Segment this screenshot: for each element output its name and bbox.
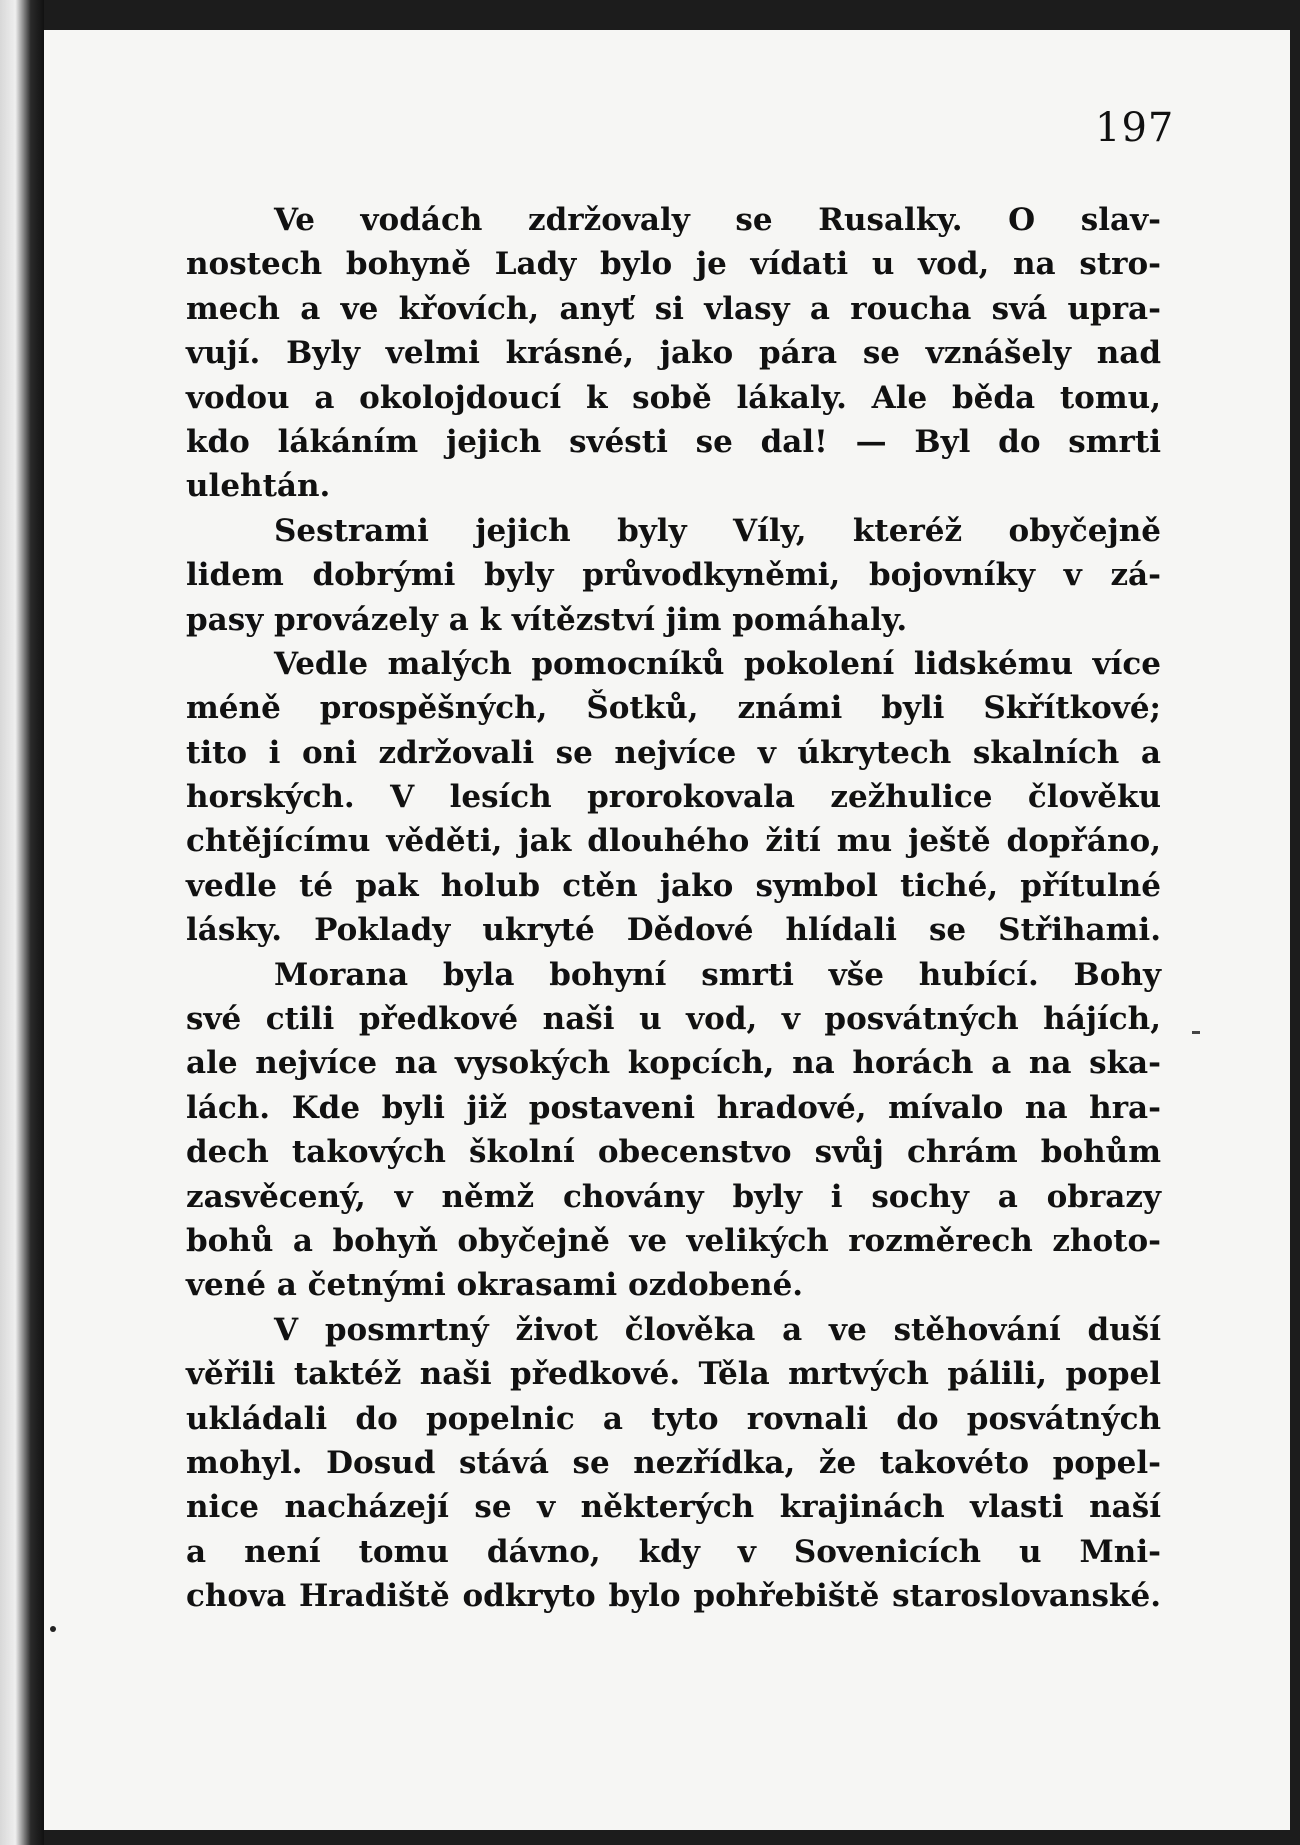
text-line: své ctili předkové naši u vod, v posvátných hájích, <box>186 1001 1161 1038</box>
text-line: nice nacházejí se v některých krajinách vlasti naší <box>186 1489 1161 1526</box>
text-line: horských. V lesích prorokovala zežhulice člověku <box>186 779 1161 816</box>
text-line: chtějícímu věděti, jak dlouhého žití mu ještě dopřáno, <box>186 823 1161 860</box>
text-line: vedle té pak holub ctěn jako symbol tiché, přítulné <box>186 867 1161 904</box>
text-line: lásky. Poklady ukryté Dědové hlídali se Střihami. <box>186 912 1161 949</box>
text-line: vodou a okolojdoucí k sobě lákaly. Ale běda tomu, <box>186 379 1161 416</box>
text-line: lidem dobrými byly průvodkyněmi, bojovníky v zá- <box>186 557 1161 594</box>
text-line: vují. Byly velmi krásné, jako pára se vznášely nad <box>186 335 1161 372</box>
text-line: věřili taktéž naši předkové. Těla mrtvých pálili, popel <box>186 1356 1161 1393</box>
text-line: dech takových školní obecenstvo svůj chrám bohům <box>186 1134 1161 1171</box>
text-line: nostech bohyně Lady bylo je vídati u vod, na stro- <box>186 246 1161 283</box>
text-line: bohů a bohyň obyčejně ve velikých rozměrech zhoto- <box>186 1222 1161 1259</box>
text-line: pasy provázely a k vítězství jim pomáhaly. <box>186 601 908 638</box>
text-line: Ve vodách zdržovaly se Rusalky. O slav- <box>274 202 1161 238</box>
page-number: 197 <box>1095 105 1175 151</box>
text-line: ukládali do popelnic a tyto rovnali do posvátných <box>186 1400 1161 1437</box>
text-line: a není tomu dávno, kdy v Sovenicích u Mni- <box>186 1533 1161 1570</box>
body-text <box>186 198 1161 1619</box>
text-line: zasvěcený, v němž chovány byly i sochy a obrazy <box>186 1178 1161 1215</box>
text-line: mech a ve křovích, anyť si vlasy a roucha svá upra- <box>186 290 1161 327</box>
text-line: ale nejvíce na vysokých kopcích, na horách a na ska- <box>186 1045 1161 1082</box>
ink-speck <box>50 1626 56 1632</box>
text-line: V posmrtný život člověka a ve stěhování duší <box>274 1311 1161 1348</box>
text-line: Sestrami jejich byly Víly, kteréž obyčejně <box>274 512 1161 549</box>
text-line: ulehtán. <box>186 468 331 505</box>
text-line: méně prospěšných, Šotků, známi byli Skřítkové; <box>186 690 1161 727</box>
book-gutter <box>0 0 44 1845</box>
text-line: chova Hradiště odkryto bylo pohřebiště staroslovanské. <box>186 1578 1161 1615</box>
text-line: Vedle malých pomocníků pokolení lidskému více <box>274 645 1161 682</box>
ink-tick <box>1192 1031 1200 1034</box>
text-line: mohyl. Dosud stává se nezřídka, že takovéto popel- <box>186 1444 1161 1481</box>
text-line: kdo lákáním jejich svésti se dal! — Byl do smrti <box>186 423 1161 460</box>
text-line: vené a četnými okrasami ozdobené. <box>186 1267 804 1304</box>
text-line: Morana byla bohyní smrti vše hubící. Bohy <box>274 956 1161 993</box>
text-line: lách. Kde byli již postaveni hradové, mívalo na hra- <box>186 1089 1161 1126</box>
text-line: tito i oni zdržovali se nejvíce v úkrytech skalních a <box>186 734 1161 771</box>
